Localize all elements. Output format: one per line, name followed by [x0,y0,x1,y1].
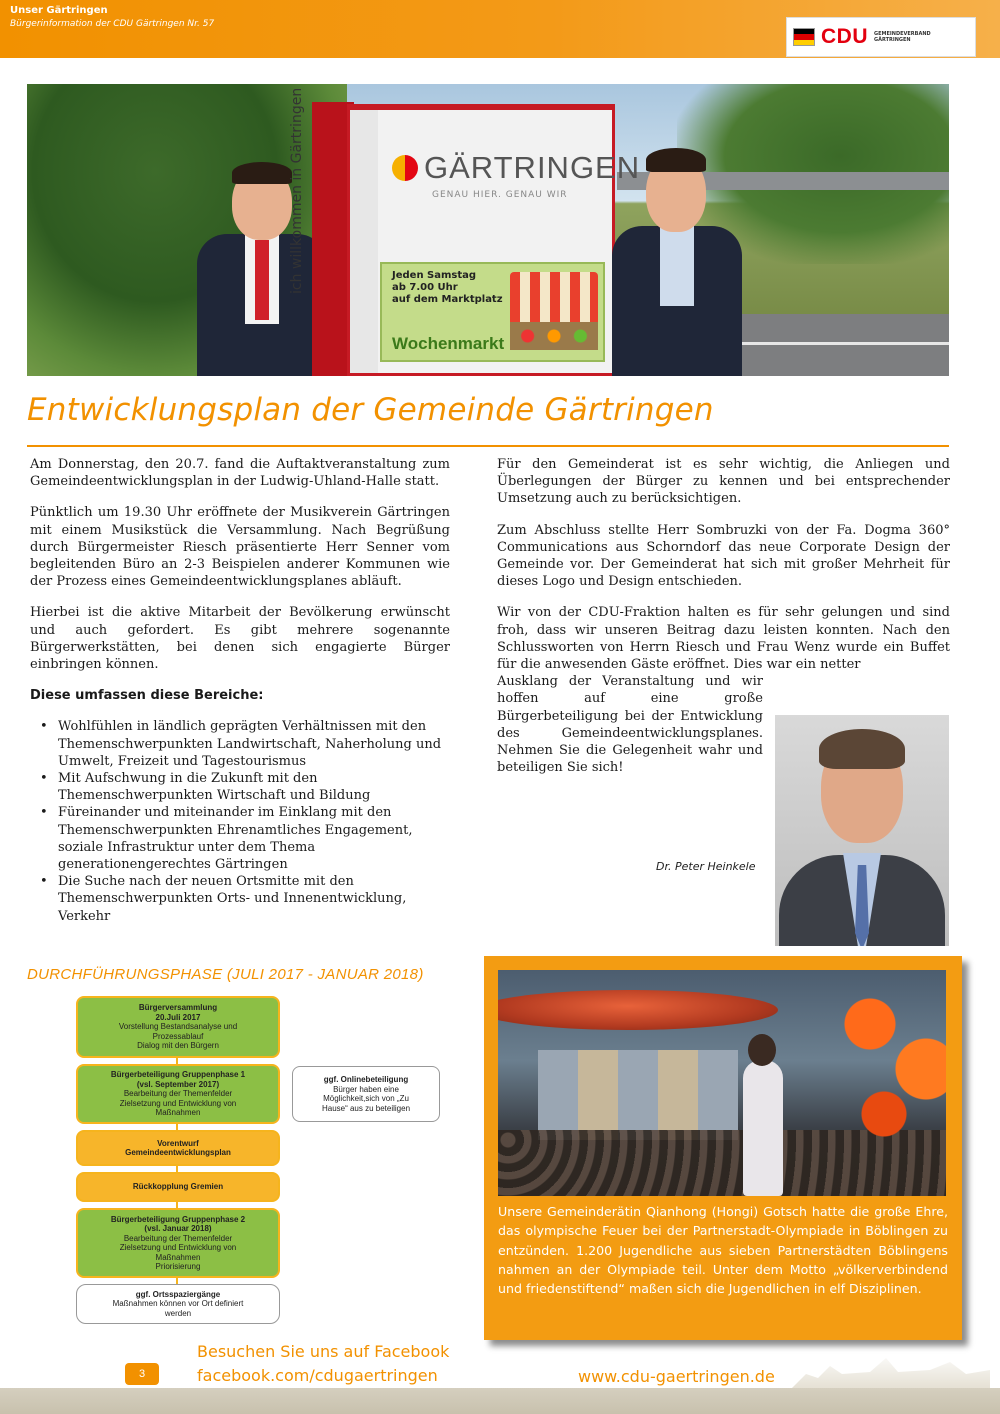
market-line: Jeden Samstag [392,270,477,281]
paragraph: Zum Abschluss stellte Herr Sombruzki von der Fa. Dogma 360° Communications aus Schorndorf das neue Corporate Design der Gemeinde vor. Der Gemeinderat hat sich mit großer Mehrheit für dieses Logo und Design entschieden. [497,522,950,590]
author-signature: Dr. Peter Heinkele [656,860,756,873]
paragraph: Wir von der CDU-Fraktion halten es für sehr gelungen und sind froh, dass wir unseren Beitrag dazu leisten konnten. Nach den Schlussworten von Herrn Riesch und Frau Wenz wurde ein Buffet für die anwesenden Gäste eröffnet. Dies war ein netter [497,605,950,673]
sign-tagline: GENAU HIER. GENAU WIR [432,190,568,200]
list-item: • Wohlfühlen in ländlich geprägten Verhältnissen mit den Themenschwerpunkten Landwirtschaft, Naherholung und Umwelt, Freizeit und Tagestourismus [38,718,450,770]
paragraph: Pünktlich um 19.30 Uhr eröffnete der Musikverein Gärtringen mit einem Musikstück die Versammlung. Nach Begrüßung durch Bürgermeister Riesch präsentierte Herr Senner vom begleitenden Büro an 2-3 Beispielen anderer Kommunen wie der Prozess eines Gemeindeentwicklungsplanes abläuft. [30,505,450,590]
publication-subtitle: Bürgerinformation der CDU Gärtringen Nr. 57 [10,19,215,29]
phase-rueckkopplung: Rückkopplung Gremien [76,1172,280,1202]
headline-divider [27,445,949,447]
website-link[interactable]: www.cdu-gaertringen.de [578,1367,775,1386]
phase-gruppenphase-2: Bürgerbeteiligung Gruppenphase 2 (vsl. Januar 2018) Bearbeitung der Themenfelder Zielsetzung und Entwicklung von Maßnahmen Priorisierung [76,1208,280,1278]
paragraph: Am Donnerstag, den 20.7. fand die Auftaktveranstaltung zum Gemeindeentwicklungsplan in der Ludwig-Uhland-Halle statt. [30,457,450,490]
olympic-fire-photo [498,970,946,1196]
market-poster [380,262,605,362]
logo-subtext: GEMEINDEVERBAND GÄRTRINGEN [874,31,931,43]
olympic-caption: Unsere Gemeinderätin Qianhong (Hongi) Gotsch hatte die große Ehre, das olympische Feuer bei der Partnerstadt-Olympiade in Böblingen zu entzünden. 1.200 Jugendliche aus sieben Partnerstädten Böblingens nahmen an der Olympiade teil. Unter dem Motto „völkerverbindend und friedenstiftend“ maßen sich die Jugendlichen in elf Disziplinen. [498,1204,948,1297]
market-title: Wochenmarkt [392,334,505,353]
fire-bowl-icon [498,990,778,1030]
paragraph: Hierbei ist die aktive Mitarbeit der Bevölkerung erwünscht und auch gefordert. Es gibt mehrere sogenannte Bürgerwerkstätten, bei denen sich engagierte Bürger einbringen können. [30,605,450,673]
town-sign [347,104,641,376]
phase-vorentwurf: Vorentwurf Gemeindeentwicklungsplan [76,1130,280,1166]
market-line: auf dem Marktplatz [392,294,503,305]
list-item: • Füreinander und miteinander im Einklang mit den Themenschwerpunkten Ehrenamtliches Engagement, soziale Infrastruktur unter dem Thema generationengerechtes Gärtringen [38,804,450,873]
phase-buergerversammlung: Bürgerversammlung 20.Juli 2017 Vorstellung Bestandsanalyse und Prozessablauf Dialog mit den Bürgern [76,996,280,1058]
phase-gruppenphase-1: Bürgerbeteiligung Gruppenphase 1 (vsl. September 2017) Bearbeitung der Themenfelder Zielsetzung und Entwicklung von Maßnahmen [76,1064,280,1124]
publication-title: Unser Gärtringen [10,5,108,16]
cdu-logo[interactable] [786,17,976,57]
phase-onlinebeteiligung: ggf. Onlinebeteiligung Bürger haben eine Möglichkeit,sich von „Zu Hause“ aus zu beteiligen [292,1066,440,1122]
flag-icon [793,28,815,46]
list-heading: Diese umfassen diese Bereiche: [30,688,264,704]
facebook-link[interactable]: facebook.com/cdugaertringen [197,1366,438,1385]
person-right [602,144,752,376]
list-item: • Die Suche nach der neuen Ortsmitte mit den Themenschwerpunkten Orts- und Innenentwicklung, Verkehr [38,873,450,925]
footer-band [0,1388,1000,1414]
paragraph: Ausklang der Veranstaltung und wir hoffen auf eine große Bürgerbeteiligung bei der Entwicklung des Gemeindeentwicklungsplanes. Nehmen Sie die Gelegenheit wahr und beteiligen Sie sich! [497,674,763,776]
phase-diagram-title: DURCHFÜHRUNGSPHASE (JULI 2017 - JANUAR 2018) [27,966,424,983]
phase-ortsspaziergaenge: ggf. Ortsspaziergänge Maßnahmen können vor Ort definiert werden [76,1284,280,1324]
article-column-left [30,456,450,925]
hero-photo [27,84,949,376]
sign-name: GÄRTRINGEN [424,150,641,185]
gaertringen-logo-icon [392,155,418,181]
facebook-invite: Besuchen Sie uns auf Facebook [197,1342,450,1361]
olympic-feature-box [484,956,962,1340]
article-headline: Entwicklungsplan der Gemeinde Gärtringen [27,392,714,428]
market-line: ab 7.00 Uhr [392,282,458,293]
welcome-vertical-text: ich willkommen in Gärtringen [289,87,305,294]
page-number: 3 [125,1363,159,1385]
paragraph: Für den Gemeinderat ist es sehr wichtig, die Anliegen und Überlegungen der Bürger zu kennen und bei entsprechender Umsetzung auch zu berücksichtigen. [497,457,950,507]
author-portrait [775,715,949,946]
list-item: • Mit Aufschwung in die Zukunft mit den Themenschwerpunkten Wirtschaft und Bildung [38,770,450,804]
topic-list [38,718,450,924]
logo-text: CDU [821,25,868,48]
header-band [0,0,1000,58]
market-stall-icon [510,272,598,322]
town-skyline-graphic [790,1350,990,1390]
